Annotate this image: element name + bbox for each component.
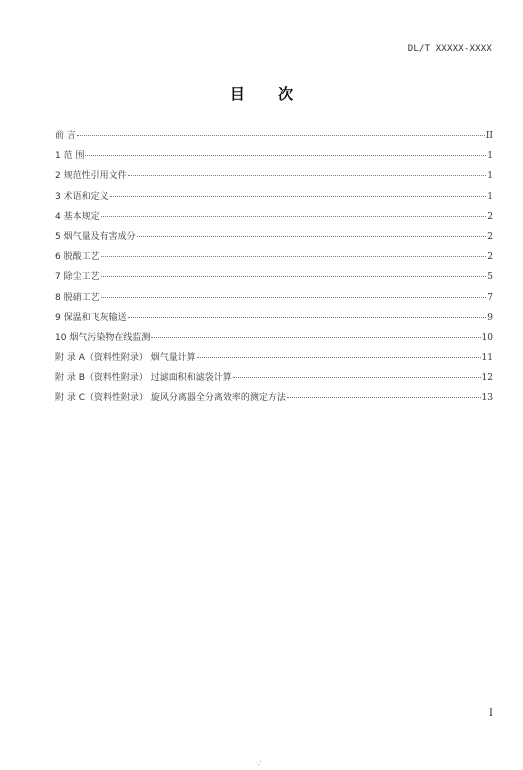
toc-leader-dots (151, 337, 480, 338)
toc-leader-dots (128, 175, 487, 176)
toc-entry-page: 2 (487, 211, 493, 222)
toc-entry-page: 2 (487, 231, 493, 242)
toc-entry-page: 5 (487, 272, 493, 283)
toc-title: 目 次 (229, 85, 308, 103)
toc-entry-page: 12 (481, 373, 493, 384)
toc-entry-terms-definitions[interactable] (55, 189, 493, 209)
toc-entry-label: 9 保温和飞灰输送 (55, 312, 127, 323)
toc-leader-dots (101, 276, 487, 277)
toc-entry-flue-gas[interactable] (55, 229, 493, 249)
toc-leader-dots (101, 216, 487, 217)
toc-entry-page: 1 (487, 191, 493, 202)
toc-entry-page: 2 (487, 252, 493, 263)
toc-entry-label: 前 言 (55, 131, 76, 141)
toc-entry-page: II (485, 131, 493, 141)
toc-entry-normative-references[interactable] (55, 168, 493, 188)
toc-leader-dots (137, 236, 487, 237)
toc-entry-online-monitoring[interactable] (55, 330, 493, 350)
toc-entry-label: 1 范 围 (55, 151, 85, 162)
toc-entry-label: 4 基本规定 (55, 211, 100, 222)
toc-entry-label: 5 烟气量及有害成分 (55, 231, 136, 242)
toc-leader-dots (101, 297, 487, 298)
toc-entry-label: 7 除尘工艺 (55, 272, 100, 283)
toc-entry-page: 10 (481, 332, 493, 343)
toc-entry-appendix-c[interactable] (55, 390, 493, 410)
toc-entry-label: 附 录 A（资料性附录） 烟气量计算 (55, 353, 196, 364)
toc-entry-label: 附 录 B（资料性附录） 过滤面积和滤袋计算 (55, 373, 232, 384)
toc-entry-appendix-a[interactable] (55, 350, 493, 370)
toc-entry-denitrification[interactable] (55, 290, 493, 310)
toc-leader-dots (101, 256, 487, 257)
toc-leader-dots (128, 317, 487, 318)
toc-entry-scope[interactable] (55, 148, 493, 168)
toc-entry-page: 1 (487, 171, 493, 182)
toc-entry-foreword[interactable] (55, 128, 493, 148)
toc-entry-label: 8 脱硝工艺 (55, 292, 100, 303)
toc-entry-deacidification[interactable] (55, 249, 493, 269)
toc-leader-dots (110, 196, 487, 197)
toc-entry-page: 9 (487, 312, 493, 323)
toc-entry-page: 13 (481, 393, 493, 404)
toc-leader-dots (77, 135, 485, 136)
toc-leader-dots (85, 155, 486, 156)
bottom-mark: ·,' (256, 760, 262, 767)
toc-entry-page: 11 (481, 353, 493, 364)
toc-entry-page: 1 (487, 151, 493, 162)
toc-leader-dots (197, 357, 481, 358)
table-of-contents (55, 128, 493, 411)
page-number: I (489, 708, 493, 719)
document-code: DL/T XXXXX-XXXX (407, 44, 492, 54)
toc-entry-label: 2 规范性引用文件 (55, 171, 127, 182)
toc-entry-label: 10 烟气污染物在线监测 (55, 332, 151, 343)
toc-leader-dots (287, 397, 481, 398)
toc-leader-dots (233, 377, 481, 378)
toc-entry-dust-removal[interactable] (55, 269, 493, 289)
toc-entry-label: 3 术语和定义 (55, 191, 109, 202)
toc-entry-page: 7 (487, 292, 493, 303)
toc-entry-basic-provisions[interactable] (55, 209, 493, 229)
toc-entry-appendix-b[interactable] (55, 370, 493, 390)
toc-entry-label: 附 录 C（资料性附录） 旋风分离器全分离效率的测定方法 (55, 393, 286, 404)
toc-entry-label: 6 脱酸工艺 (55, 252, 100, 263)
toc-entry-insulation-fly-ash[interactable] (55, 310, 493, 330)
